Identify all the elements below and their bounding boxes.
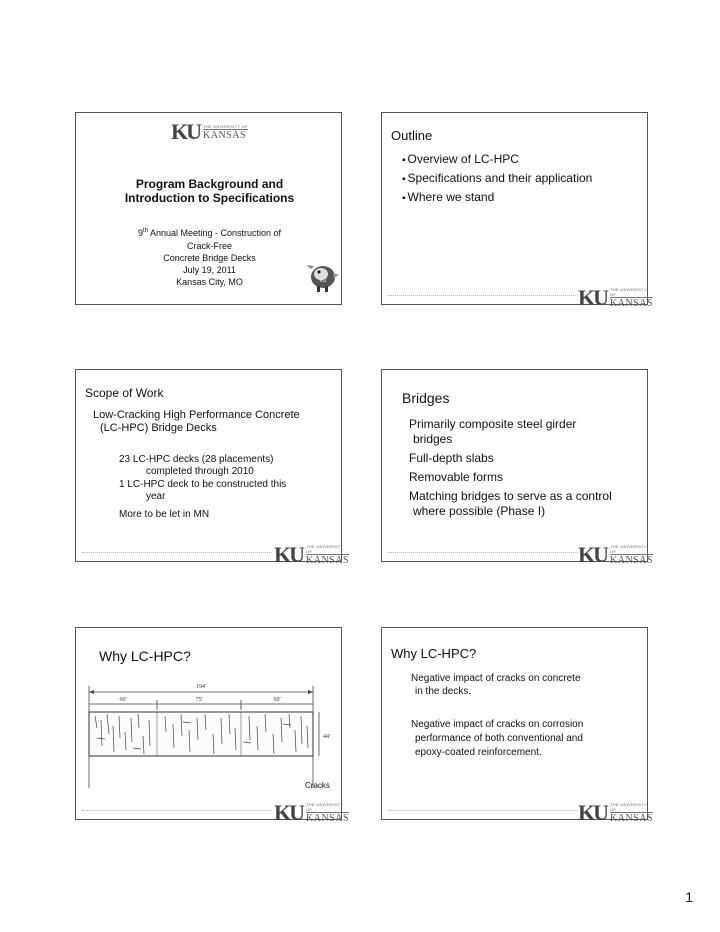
ku-logo-small-text: THE UNIVERSITY OF <box>306 802 344 812</box>
slide-5 <box>75 627 350 825</box>
meeting-ordinal-suffix: th <box>142 228 148 234</box>
slide3-sub2a: 1 LC-HPC deck to be constructed this <box>119 479 287 490</box>
ku-logo-small-text: THE UNIVERSITY OF <box>610 802 648 812</box>
dim-width-label: 44' <box>323 734 331 740</box>
slide3-title: Scope of Work <box>85 386 164 400</box>
ku-logo-mark: KU <box>578 800 607 825</box>
slide3-sub3: More to be let in MN <box>119 509 210 520</box>
footer-divider <box>388 295 578 296</box>
ku-logo <box>274 802 349 824</box>
slide1-title-line2: Introduction to Specifications <box>124 191 295 205</box>
ku-logo <box>578 287 653 309</box>
slide6-p2a: Negative impact of cracks on corrosion <box>411 719 584 730</box>
slide4-line4b: where possible (Phase I) <box>413 504 546 518</box>
outline-item: ▪ Overview of LC-HPC <box>402 152 519 166</box>
slide1-date: July 19, 2011 <box>183 265 236 275</box>
footer-divider <box>388 552 578 553</box>
dim-span-c-label: 60' <box>273 697 281 703</box>
ku-logo-mark: KU <box>274 800 303 825</box>
slide1-title-line1: Program Background and <box>135 177 284 191</box>
slide4-line3: Removable forms <box>409 470 504 484</box>
slide3-line1: Low-Cracking High Performance Concrete <box>93 409 300 421</box>
slide5-caption: Cracks <box>305 781 330 790</box>
slide6-p1a: Negative impact of cracks on concrete <box>411 673 581 684</box>
ku-logo <box>171 121 248 143</box>
slide-4 <box>381 369 654 567</box>
ku-logo-mark: KU <box>578 285 607 310</box>
ku-logo-kansas: KANSAS <box>203 129 247 141</box>
slide3-sub2b: year <box>146 491 166 502</box>
slide4-line1b: bridges <box>413 432 453 446</box>
footer-divider <box>388 810 578 811</box>
svg-text:KU: KU <box>319 278 327 284</box>
ku-logo-mark: KU <box>578 542 607 567</box>
slide6-p2c: epoxy-coated reinforcement. <box>415 747 542 758</box>
slide-1 <box>75 112 342 305</box>
ku-logo-mark: KU <box>274 542 303 567</box>
dim-total-label: 194' <box>195 684 207 690</box>
slide-2 <box>381 112 654 310</box>
ku-logo-small-text: THE UNIVERSITY OF <box>610 287 648 297</box>
slide3-line2: (LC-HPC) Bridge Decks <box>100 422 217 434</box>
footer-divider <box>82 810 272 811</box>
slide3-sub1a: 23 LC-HPC decks (28 placements) <box>119 454 274 465</box>
meeting-ordinal: 9 <box>137 228 143 238</box>
slide4-line2: Full-depth slabs <box>409 451 494 465</box>
meeting-rest: Annual Meeting - Construction of <box>147 228 282 238</box>
slide4-line1a: Primarily composite steel girder <box>409 417 577 431</box>
slide-3 <box>75 369 350 567</box>
slide6-p2b: performance of both conventional and <box>415 733 583 744</box>
ku-logo-kansas: KANSAS <box>610 555 654 566</box>
slide6-title: Why LC-HPC? <box>391 646 477 661</box>
bridge-deck-crack-map <box>83 676 341 791</box>
ku-logo <box>274 544 349 566</box>
slide2-title: Outline <box>391 128 433 143</box>
slide5-title: Why LC-HPC? <box>99 648 191 664</box>
slide4-line4a: Matching bridges to serve as a control <box>409 489 612 503</box>
outline-item: ▪ Specifications and their application <box>402 171 592 185</box>
slide4-title: Bridges <box>402 390 450 406</box>
ku-logo <box>578 544 653 566</box>
slide1-meeting-line <box>76 228 343 238</box>
ku-logo <box>578 802 653 824</box>
page-number: 1 <box>685 889 693 905</box>
slide3-sub1b: completed through 2010 <box>146 466 254 477</box>
jayhawk-mascot-icon <box>306 261 340 293</box>
slide6-p1b: in the decks. <box>415 686 472 697</box>
ku-logo-kansas: KANSAS <box>610 298 654 309</box>
ku-logo-small-text: THE UNIVERSITY OF <box>306 544 344 554</box>
slide1-line2: Crack-Free <box>186 241 232 251</box>
ku-logo-mark: KU <box>171 119 200 144</box>
ku-logo-small-text: THE UNIVERSITY OF <box>610 544 648 554</box>
outline-item: ▪ Where we stand <box>402 190 494 204</box>
dim-span-b-label: 75' <box>195 697 203 703</box>
slide1-place: Kansas City, MO <box>176 277 243 287</box>
ku-logo-kansas: KANSAS <box>306 813 350 824</box>
footer-divider <box>82 552 272 553</box>
ku-logo-kansas: KANSAS <box>306 555 350 566</box>
slide-6 <box>381 627 654 825</box>
dim-span-a-label: 60' <box>119 697 127 703</box>
ku-logo-small-text: THE UNIVERSITY OF <box>203 123 248 129</box>
slide1-line3: Concrete Bridge Decks <box>163 253 256 263</box>
ku-logo-kansas: KANSAS <box>610 813 654 824</box>
